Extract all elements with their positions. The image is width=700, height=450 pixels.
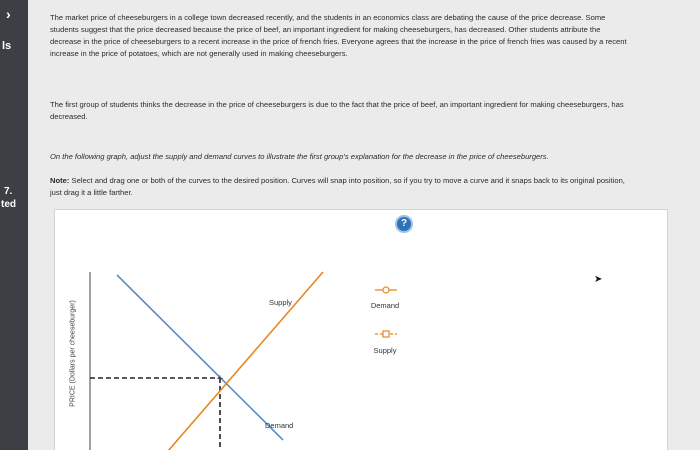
- left-navigation-rail: [0, 0, 28, 450]
- graph-instruction: On the following graph, adjust the supply and demand curves to illustrate the first group's explanation for the decrease in the price of cheeseburgers.: [50, 152, 549, 161]
- curve-palette: [355, 276, 415, 366]
- question-content: [28, 0, 700, 450]
- demand-circle-icon[interactable]: [383, 287, 389, 293]
- palette-demand-label: Demand: [370, 301, 400, 310]
- graph-panel: [54, 209, 668, 450]
- help-icon[interactable]: ?: [395, 215, 413, 233]
- palette-supply-label: Supply: [373, 346, 397, 355]
- supply-square-icon[interactable]: [383, 331, 389, 337]
- rail-question-number[interactable]: 7.: [4, 186, 13, 197]
- note-text: [50, 175, 630, 199]
- question-paragraph-2: The first group of students thinks the decrease in the price of cheeseburgers is due to the fact that the price of beef, an important ingredient for making cheeseburgers, has decreased.: [50, 100, 624, 121]
- mouse-cursor-icon: ➤: [594, 274, 603, 285]
- rail-question-status: ted: [1, 199, 16, 210]
- note-body: Select and drag one or both of the curves to the desired position. Curves will snap into position, so if you try to move a curve and it snaps back to its original position, just drag it a little farther.: [50, 176, 625, 197]
- rail-label: ls: [2, 40, 12, 52]
- equilibrium-point: +: [216, 374, 224, 384]
- note-label: Note:: [50, 176, 70, 185]
- y-axis-label: PRICE (Dollars per cheeseburger): [69, 300, 77, 407]
- supply-curve-label: Supply: [269, 298, 292, 307]
- demand-curve-label: Demand: [265, 421, 294, 430]
- supply-curve[interactable]: [168, 272, 323, 450]
- chevron-right-icon[interactable]: ›: [6, 6, 11, 22]
- question-paragraph-1: The market price of cheeseburgers in a college town decreased recently, and the students in an economics class are debating the cause of the price decrease. Some students suggest that the price decreased because the price of beef, an important ingredient for making cheeseburgers, has decreased. Other students attribute the decrease in the price of cheeseburgers to a recent increase in the price of french fries. Everyone agrees that the increase in the price of french fries was caused by a recent increase in the price of potatoes, which are not generally used in making cheeseburgers.: [50, 13, 627, 58]
